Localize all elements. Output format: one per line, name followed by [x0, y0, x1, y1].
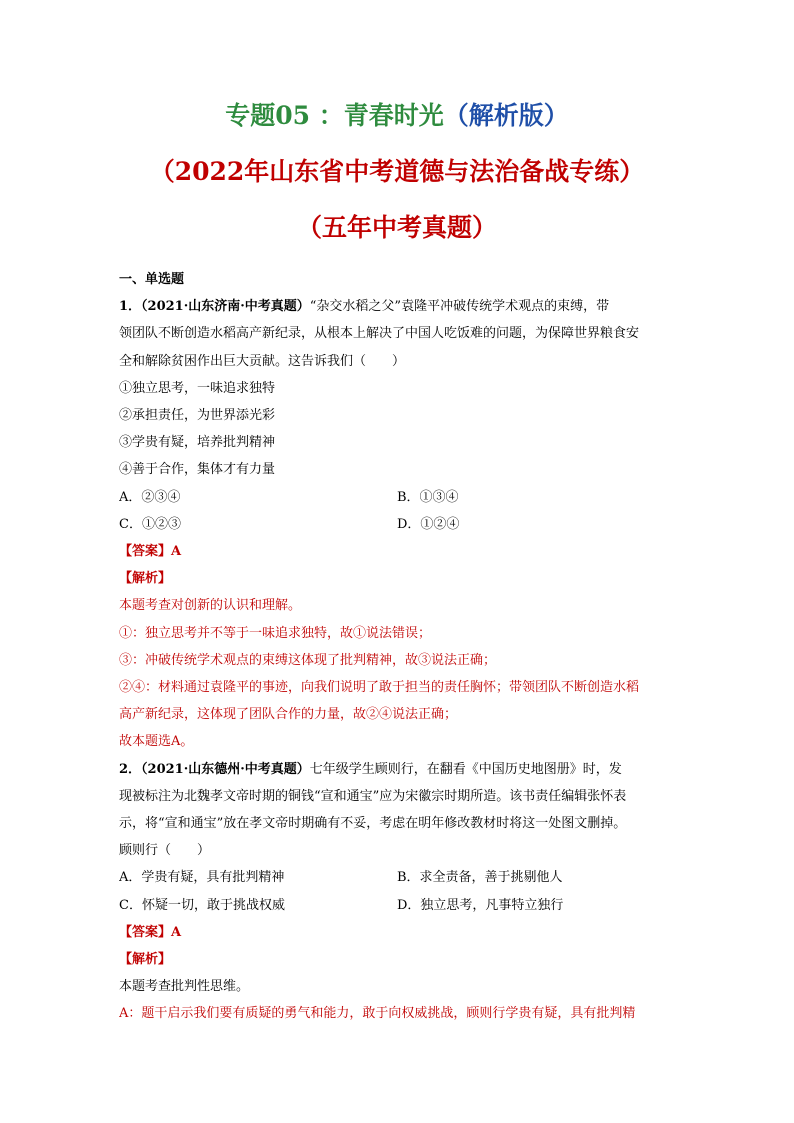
q2-stem-line: 顾则行（ ）	[119, 843, 211, 859]
q1-analysis-label: 【解析】	[119, 571, 172, 587]
q1-options-row	[119, 511, 677, 538]
title-line-3: （五年中考真题）	[296, 213, 497, 242]
q2-stem-line: 现被标注为北魏孝文帝时期的铜钱“宣和通宝”应为宋徽宗时期所造。该书责任编辑张怀表	[119, 788, 627, 804]
section-heading: 一、单选题	[119, 272, 185, 287]
q1-item: ③学贵有疑，培养批判精神	[119, 435, 276, 451]
q1-analysis-line: ①：独立思考并不等于一味追求独特，故①说法错误；	[119, 625, 432, 641]
question-number: 2．	[119, 761, 142, 777]
q2-options-row	[119, 864, 677, 891]
q2-analysis-line: 本题考查批判性思维。	[119, 979, 250, 995]
option-a: A．②③④	[119, 489, 181, 505]
q1-item: ①独立思考，一味追求独特	[119, 380, 276, 396]
q1-analysis-line: 本题考查对创新的认识和理解。	[119, 598, 302, 614]
question-source: （2021·山东济南·中考真题）	[141, 299, 310, 315]
q1-stem-line	[119, 293, 677, 320]
q1-analysis-line: ③：冲破传统学术观点的束缚这体现了批判精神，故③说法正确；	[119, 652, 497, 668]
option-d: D．独立思考，凡事特立独行	[397, 897, 564, 913]
title-line-2: （2022年山东省中考道德与法治备战专练）	[149, 157, 645, 186]
q2-stem-line: 示，将“宣和通宝”放在孝文帝时期确有不妥，考虑在明年修改教材时将这一处图文删掉。	[119, 816, 627, 832]
q1-options-row	[119, 484, 677, 511]
q2-options-row	[119, 892, 677, 919]
q1-analysis-line: 高产新纪录，这体现了团队合作的力量，故②④说法正确；	[119, 707, 458, 723]
q2-analysis-line: A：题干启示我们要有质疑的勇气和能力，敢于向权威挑战，顾则行学贵有疑，具有批判精	[119, 1006, 636, 1022]
option-b: B．①③④	[397, 489, 459, 505]
title-topic: 专题05 ：青春时光	[225, 101, 444, 130]
option-d: D．①②④	[397, 516, 460, 532]
document-content	[119, 266, 677, 1028]
option-c: C．①②③	[119, 516, 181, 532]
q1-answer: 【答案】A	[119, 544, 182, 560]
q2-stem-line	[119, 756, 677, 783]
q2-analysis-label: 【解析】	[119, 952, 172, 968]
question-number: 1．	[119, 299, 142, 315]
q1-analysis-line: ②④：材料通过袁隆平的事迹，向我们说明了敢于担当的责任胸怀；带领团队不断创造水稻	[119, 680, 640, 696]
title-edition: （解析版）	[443, 101, 569, 130]
option-a: A．学贵有疑，具有批判精神	[119, 870, 285, 886]
q1-stem-line: 全和解除贫困作出巨大贡献。这告诉我们（ ）	[119, 353, 406, 369]
q1-stem-line: 领团队不断创造水稻高产新纪录，从根本上解决了中国人吃饭难的问题，为保障世界粮食安	[119, 326, 640, 342]
question-text: 七年级学生顾则行，在翻看《中国历史地图册》时，发	[309, 761, 622, 777]
option-c: C．怀疑一切，敢于挑战权威	[119, 897, 285, 913]
q1-analysis-line: 故本题选A。	[119, 734, 194, 750]
title-line-1	[0, 98, 794, 134]
option-b: B．求全责备，善于挑剔他人	[397, 870, 563, 886]
q1-item: ②承担责任，为世界添光彩	[119, 408, 276, 424]
question-source: （2021·山东德州·中考真题）	[141, 761, 310, 777]
q2-answer: 【答案】A	[119, 924, 182, 940]
q1-item: ④善于合作，集体才有力量	[119, 462, 276, 478]
question-text: “杂交水稻之父”袁隆平冲破传统学术观点的束缚，带	[309, 299, 610, 315]
